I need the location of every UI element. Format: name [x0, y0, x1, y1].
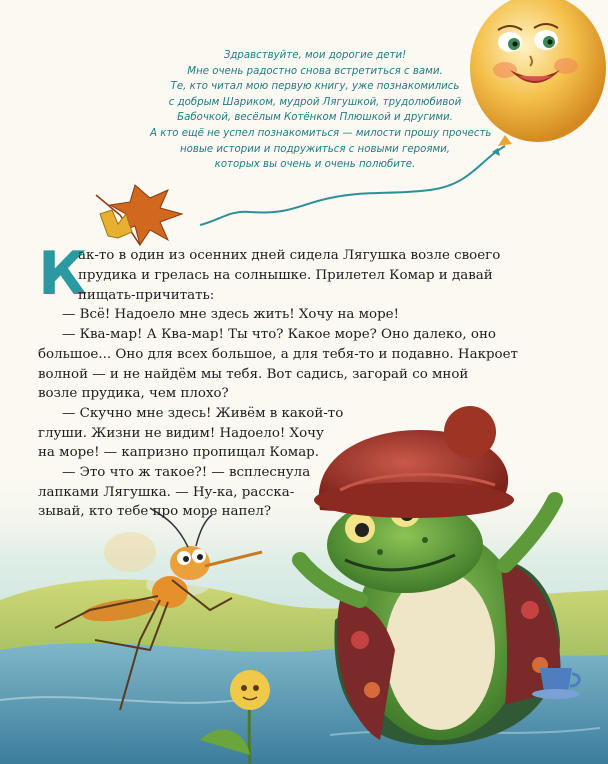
story-line: глуши. Жизни не видим! Надоело! Хочу	[38, 426, 324, 441]
intro-line: Мне очень радостно снова встретиться с вами.	[187, 65, 443, 77]
story-line: пищать-причитать:	[78, 288, 215, 303]
intro-line: с добрым Шариком, мудрой Лягушкой, трудолюбивой	[168, 96, 462, 108]
intro-line: новые истории и подружиться с новыми героями,	[179, 143, 451, 155]
intro-letter	[150, 48, 492, 173]
story-line: возле прудика, чем плохо?	[38, 386, 229, 401]
story-line: — Это что ж такое?! — всплеснула	[62, 465, 311, 480]
intro-line: Те, кто читал мою первую книгу, уже познакомились	[170, 81, 460, 93]
story-line: зывай, кто тебе про море напел?	[38, 504, 272, 519]
autumn-leaves-illustration	[96, 185, 182, 245]
story-line: большое... Оно для всех большое, а для тебя-то и подавно. Накроет	[38, 347, 518, 362]
story-line: — Скучно мне здесь! Живём в какой-то	[62, 406, 344, 421]
story-line: — Всё! Надоело мне здесь жить! Хочу на море!	[62, 307, 399, 322]
story-line: — Ква-мар! А Ква-мар! Ты что? Какое море? Оно далеко, оно	[62, 327, 496, 342]
intro-line: которых вы очень и очень полюбите.	[214, 159, 416, 171]
story-line: лапками Лягушка. — Ну-ка, расска-	[38, 485, 295, 500]
story-line: на море! — капризно пропищал Комар.	[38, 445, 320, 460]
story-line: ак-то в один из осенних дней сидела Лягушка возле своего	[78, 248, 501, 263]
story-line: волной — и не найдём мы тебя. Вот садись, загорай со мной	[38, 367, 469, 382]
story-line: прудика и грелась на солнышке. Прилетел Комар и давай	[78, 268, 493, 283]
intro-line: Бабочкой, весёлым Котёнком Плюшкой и другими.	[177, 112, 453, 124]
intro-line: А кто ещё не успел познакомиться — милости прошу прочесть	[150, 127, 492, 139]
intro-line: Здравствуйте, мои дорогие дети!	[223, 50, 407, 61]
drop-cap: К	[38, 239, 88, 309]
